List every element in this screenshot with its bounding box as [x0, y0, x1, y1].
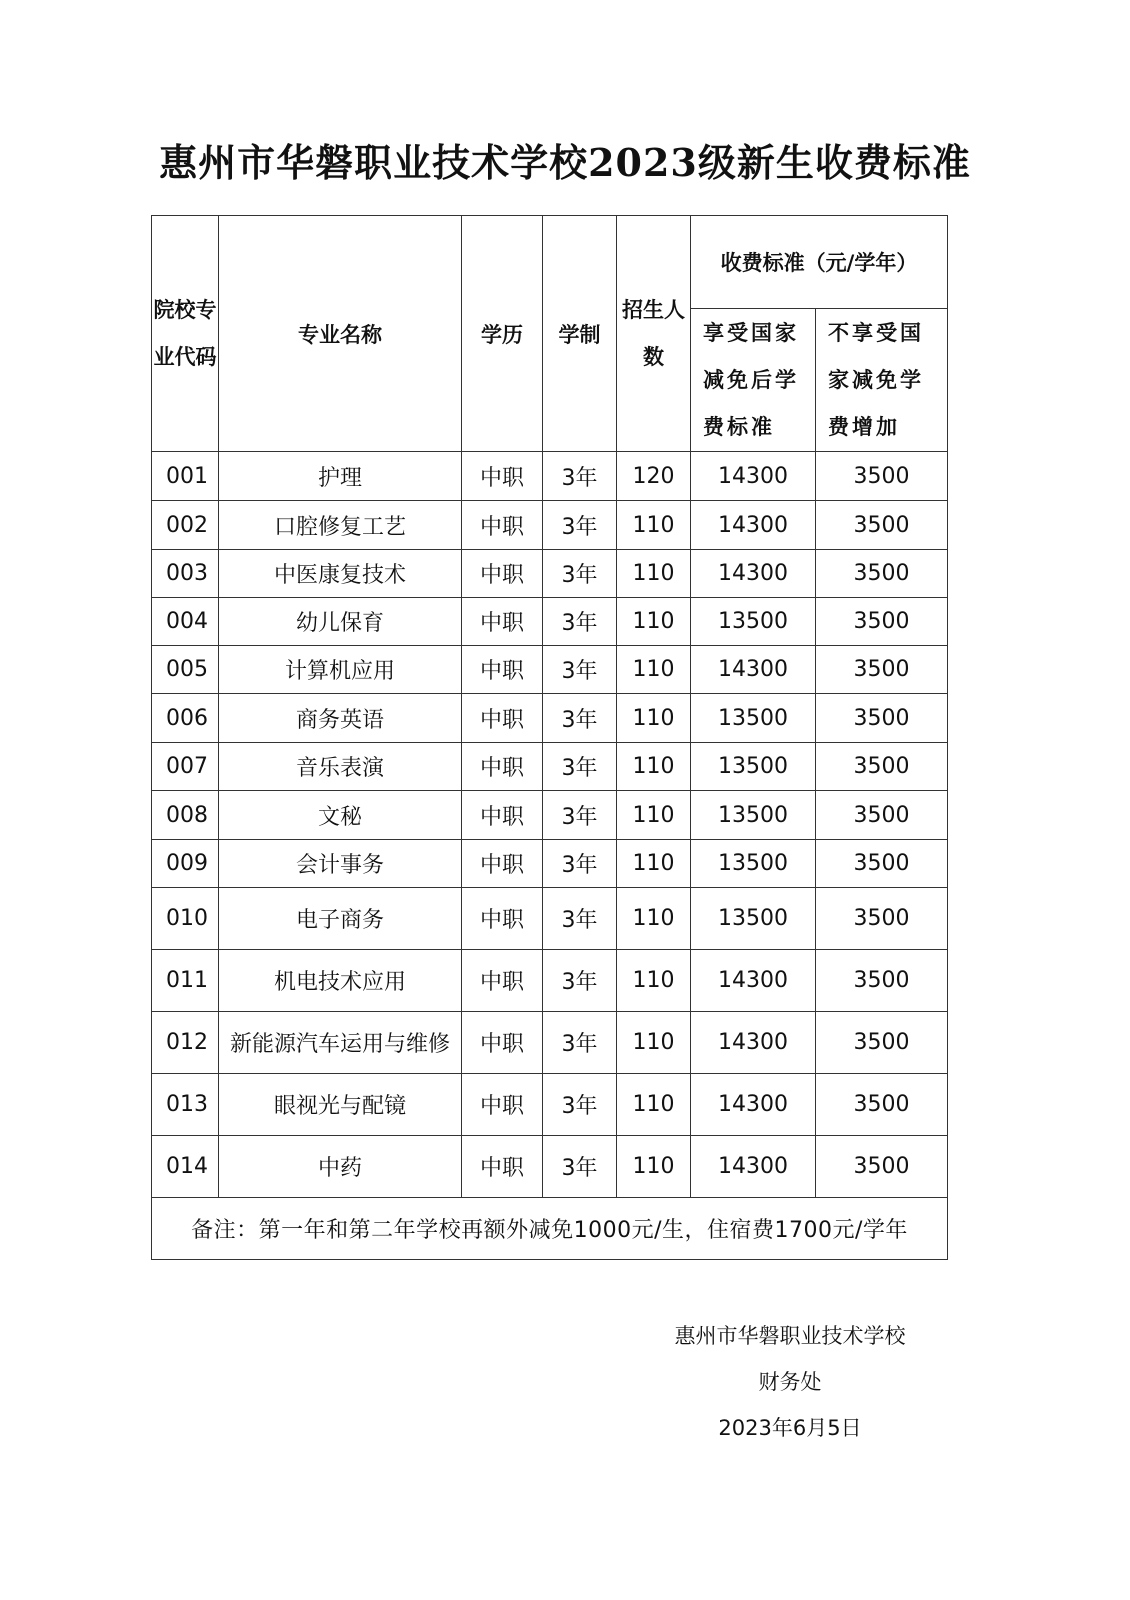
cell-code: 009 [152, 840, 219, 888]
cell-code: 012 [152, 1012, 219, 1074]
cell-fee-extra: 3500 [816, 743, 948, 791]
cell-duration: 3年 [543, 694, 617, 743]
cell-enrollment: 110 [617, 1136, 691, 1198]
cell-fee-after: 13500 [691, 791, 816, 840]
header-duration: 学制 [543, 216, 617, 452]
cell-enrollment: 110 [617, 550, 691, 598]
cell-duration: 3年 [543, 646, 617, 694]
cell-major: 眼视光与配镜 [219, 1074, 462, 1136]
cell-duration: 3年 [543, 1136, 617, 1198]
cell-fee-after: 13500 [691, 694, 816, 743]
cell-fee-extra: 3500 [816, 1074, 948, 1136]
cell-code: 002 [152, 501, 219, 550]
cell-fee-extra: 3500 [816, 888, 948, 950]
cell-duration: 3年 [543, 791, 617, 840]
table-row [152, 694, 948, 743]
cell-fee-extra: 3500 [816, 694, 948, 743]
cell-enrollment: 120 [617, 452, 691, 501]
cell-fee-extra: 3500 [816, 791, 948, 840]
cell-duration: 3年 [543, 840, 617, 888]
table-row [152, 1074, 948, 1136]
cell-major: 商务英语 [219, 694, 462, 743]
cell-fee-after: 13500 [691, 840, 816, 888]
cell-fee-extra: 3500 [816, 501, 948, 550]
cell-code: 014 [152, 1136, 219, 1198]
cell-major: 电子商务 [219, 888, 462, 950]
table-row [152, 950, 948, 1012]
cell-enrollment: 110 [617, 743, 691, 791]
cell-education: 中职 [462, 694, 543, 743]
cell-major: 口腔修复工艺 [219, 501, 462, 550]
footer-org: 惠州市华磐职业技术学校 [674, 1324, 906, 1348]
cell-major: 护理 [219, 452, 462, 501]
table-row [152, 598, 948, 646]
cell-major: 会计事务 [219, 840, 462, 888]
table-row [152, 550, 948, 598]
table-row [152, 888, 948, 950]
cell-education: 中职 [462, 646, 543, 694]
cell-education: 中职 [462, 888, 543, 950]
cell-fee-extra: 3500 [816, 950, 948, 1012]
cell-code: 001 [152, 452, 219, 501]
cell-education: 中职 [462, 452, 543, 501]
footer-date: 2023年6月5日 [718, 1416, 862, 1440]
cell-code: 010 [152, 888, 219, 950]
cell-major: 幼儿保育 [219, 598, 462, 646]
cell-duration: 3年 [543, 501, 617, 550]
cell-major: 机电技术应用 [219, 950, 462, 1012]
table-row [152, 646, 948, 694]
cell-code: 011 [152, 950, 219, 1012]
cell-major: 文秘 [219, 791, 462, 840]
cell-enrollment: 110 [617, 950, 691, 1012]
cell-code: 013 [152, 1074, 219, 1136]
cell-fee-after: 14300 [691, 1074, 816, 1136]
cell-fee-after: 13500 [691, 888, 816, 950]
cell-fee-extra: 3500 [816, 840, 948, 888]
cell-enrollment: 110 [617, 694, 691, 743]
cell-fee-after: 14300 [691, 452, 816, 501]
header-major: 专业名称 [219, 216, 462, 452]
cell-code: 004 [152, 598, 219, 646]
table-row [152, 743, 948, 791]
cell-major: 中医康复技术 [219, 550, 462, 598]
cell-major: 中药 [219, 1136, 462, 1198]
cell-duration: 3年 [543, 550, 617, 598]
table-row [152, 501, 948, 550]
cell-fee-extra: 3500 [816, 550, 948, 598]
cell-code: 007 [152, 743, 219, 791]
header-education: 学历 [462, 216, 543, 452]
table-row [152, 452, 948, 501]
cell-enrollment: 110 [617, 598, 691, 646]
cell-enrollment: 110 [617, 888, 691, 950]
cell-duration: 3年 [543, 452, 617, 501]
table-row [152, 1012, 948, 1074]
cell-education: 中职 [462, 598, 543, 646]
cell-education: 中职 [462, 1136, 543, 1198]
cell-duration: 3年 [543, 1012, 617, 1074]
header-code: 院校专业代码 [152, 216, 219, 452]
cell-enrollment: 110 [617, 1074, 691, 1136]
table-row [152, 1136, 948, 1198]
header-fee-extra: 不享受国家减免学费增加 [816, 309, 948, 452]
cell-enrollment: 110 [617, 646, 691, 694]
cell-education: 中职 [462, 743, 543, 791]
cell-enrollment: 110 [617, 501, 691, 550]
footer-dept: 财务处 [758, 1370, 822, 1394]
table-row [152, 840, 948, 888]
cell-fee-after: 14300 [691, 1012, 816, 1074]
table-row [152, 791, 948, 840]
page-title: 惠州市华磐职业技术学校2023级新生收费标准 [159, 140, 971, 185]
cell-fee-after: 13500 [691, 598, 816, 646]
note: 备注：第一年和第二年学校再额外减免1000元/生，住宿费1700元/学年 [152, 1198, 948, 1260]
cell-code: 008 [152, 791, 219, 840]
cell-fee-after: 13500 [691, 743, 816, 791]
cell-duration: 3年 [543, 743, 617, 791]
cell-education: 中职 [462, 1074, 543, 1136]
cell-fee-after: 14300 [691, 950, 816, 1012]
cell-duration: 3年 [543, 888, 617, 950]
cell-education: 中职 [462, 501, 543, 550]
cell-education: 中职 [462, 791, 543, 840]
cell-duration: 3年 [543, 950, 617, 1012]
cell-fee-after: 14300 [691, 550, 816, 598]
cell-fee-after: 14300 [691, 501, 816, 550]
cell-enrollment: 110 [617, 840, 691, 888]
header-fee-after: 享受国家减免后学费标准 [691, 309, 816, 452]
cell-fee-extra: 3500 [816, 1012, 948, 1074]
cell-education: 中职 [462, 550, 543, 598]
cell-major: 计算机应用 [219, 646, 462, 694]
cell-duration: 3年 [543, 598, 617, 646]
cell-fee-after: 14300 [691, 1136, 816, 1198]
cell-enrollment: 110 [617, 1012, 691, 1074]
cell-enrollment: 110 [617, 791, 691, 840]
cell-duration: 3年 [543, 1074, 617, 1136]
cell-education: 中职 [462, 840, 543, 888]
cell-fee-extra: 3500 [816, 598, 948, 646]
cell-major: 新能源汽车运用与维修 [219, 1012, 462, 1074]
cell-code: 006 [152, 694, 219, 743]
fee-table-body [152, 452, 948, 1198]
header-enrollment: 招生人数 [617, 216, 691, 452]
cell-education: 中职 [462, 950, 543, 1012]
cell-code: 005 [152, 646, 219, 694]
fee-table [151, 215, 948, 1260]
cell-code: 003 [152, 550, 219, 598]
cell-fee-extra: 3500 [816, 646, 948, 694]
cell-fee-after: 14300 [691, 646, 816, 694]
cell-fee-extra: 3500 [816, 1136, 948, 1198]
cell-major: 音乐表演 [219, 743, 462, 791]
cell-fee-extra: 3500 [816, 452, 948, 501]
cell-education: 中职 [462, 1012, 543, 1074]
header-fee-group: 收费标准（元/学年） [691, 216, 948, 309]
